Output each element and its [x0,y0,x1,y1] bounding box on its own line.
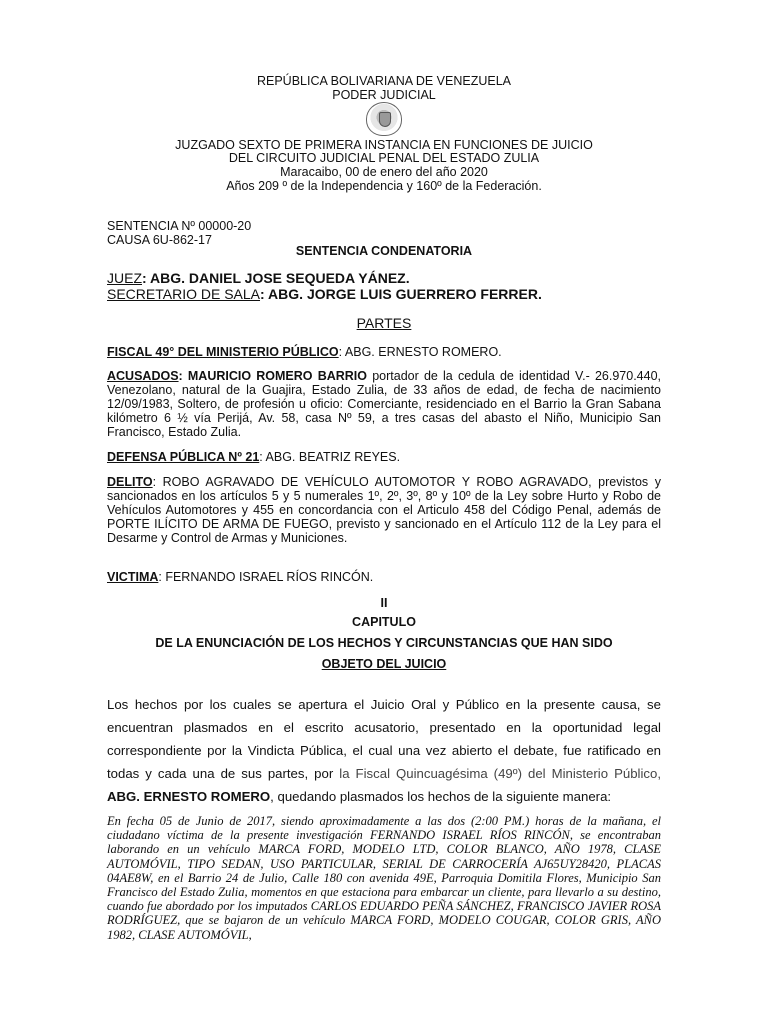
delito-paragraph [107,475,661,545]
victima-label: VICTIMA [107,570,159,584]
fiscal-value: : ABG. ERNESTO ROMERO. [338,345,502,359]
juez-name: : ABG. DANIEL JOSE SEQUEDA YÁNEZ. [142,270,410,286]
defensa-value: : ABG. BEATRIZ REYES. [259,450,401,464]
hechos-outro: , quedando plasmados los hechos de la siguiente manera: [270,789,612,804]
hechos-intro: Los hechos por los cuales se apertura el Juicio Oral y Público en la presente causa, se encuentran plasmados en el escrito acusatorio, presentado en la oportunidad legal correspondiente por la Vindicta Pública, el cual una vez abierto el debate, fue ratificado en todas y cada una de sus partes, por [107,697,661,781]
juez-line [107,270,661,286]
delito-text: : ROBO AGRAVADO DE VEHÍCULO AUTOMOTOR Y ROBO AGRAVADO, previstos y sancionados en los artículos 5 y 5 numerales 1º, 2º, 3º, 8º y 10º de la Ley sobre Hurto y Robo de Vehículos Automotores y 455 en concordancia con el Articulo 458 del Código Penal, además de PORTE ILÍCITO DE ARMA DE FUEGO, previsto y sancionado en el Artículo 112 de la Ley para el Desarme y Control de Armas y Municiones. [107,475,661,545]
chapter-label: CAPITULO [352,615,416,629]
chapter-title-line2: OBJETO DEL JUICIO [321,657,447,671]
chapter-number: II [380,596,388,610]
hechos-fiscal-name: ABG. ERNESTO ROMERO [107,789,271,804]
header-judicial-power: PODER JUDICIAL [332,88,436,102]
sentencia-title: SENTENCIA CONDENATORIA [295,244,473,258]
acusados-name: : MAURICIO ROMERO BARRIO [178,369,368,383]
fiscal-label: FISCAL 49° DEL MINISTERIO PÚBLICO [107,345,339,359]
victima-value: : FERNANDO ISRAEL RÍOS RINCÓN. [158,570,374,584]
header-court-line2: DEL CIRCUITO JUDICIAL PENAL DEL ESTADO ZULIA [228,151,540,165]
header-court-line1: JUZGADO SEXTO DE PRIMERA INSTANCIA EN FUNCIONES DE JUICIO [175,138,593,152]
secretario-line [107,286,661,302]
defensa-label: DEFENSA PÚBLICA Nº 21 [107,450,260,464]
header-republic: REPÚBLICA BOLIVARIANA DE VENEZUELA [256,74,512,88]
acusados-label: ACUSADOS [107,369,179,383]
delito-label: DELITO [107,475,153,489]
secretario-label: SECRETARIO DE SALA [107,286,261,302]
hechos-quote: En fecha 05 de Junio de 2017, siendo aproximadamente a las dos (2:00 PM.) horas de la mañana, el ciudadano víctima de la presente investigación FERNANDO ISRAEL RÍOS RINCÓN, se encontraban laborando en un vehículo MARCA FORD, MODELO LTD, COLOR BLANCO, AÑO 1978, CLASE AUTOMÓVIL, TIPO SEDAN, USO PARTICULAR, SERIAL DE CARROCERÍA AJ65UY28420, PLACAS 04AE8W, en el Barrio 24 de Julio, Calle 180 con avenida 49E, Parroquia Domitila Flores, Municipio San Francisco del Estado Zulia, momentos en que estaciona para embarcar un cliente, para llevarlo a su destino, cuando fue abordado por los imputados CARLOS EDUARDO PEÑA SÁNCHEZ, FRANCISCO JAVIER ROSA RODRÍGUEZ, que se bajaron de un vehículo MARCA FORD, MODELO COUGAR, COLOR GRIS, AÑO 1982, CLASE AUTOMÓVIL, [107,814,661,942]
acusados-paragraph [107,369,661,439]
chapter-title-line1: DE LA ENUNCIACIÓN DE LOS HECHOS Y CIRCUNSTANCIAS QUE HAN SIDO [155,636,613,650]
victima-line [107,570,661,584]
fiscal-line [107,345,661,359]
secretario-name: : ABG. JORGE LUIS GUERRERO FERRER. [260,286,542,302]
header-years: Años 209 º de la Independencia y 160º de la Federación. [226,179,542,193]
causa-number: CAUSA 6U-862-17 [107,233,212,247]
acusados-details: portador de la cedula de identidad V.- 26.970.440, Venezolano, natural de la Guajira, Estado Zulia, de 33 años de edad, de fecha de nacimiento 12/09/1983, Soltero, de profesión u oficio: Comerciante, residenciado en el Barrio la Gran Sabana kilómetro 6 ½ vía Perijá, Av. 58, casa Nº 59, a tres casas del abasto el Niño, Municipio San Francisco, Estado Zulia. [107,369,662,439]
partes-heading: PARTES [356,315,412,331]
header-place-date: Maracaibo, 00 de enero del año 2020 [280,165,488,179]
hechos-fiscal-ref: la Fiscal Quincuagésima (49º) del Ministerio Público, [339,766,661,781]
juez-label: JUEZ [107,270,142,286]
hechos-paragraph [107,693,661,808]
defensa-line [107,450,661,464]
sentencia-number: SENTENCIA Nº 00000-20 [107,219,252,233]
national-seal-icon [366,102,402,136]
